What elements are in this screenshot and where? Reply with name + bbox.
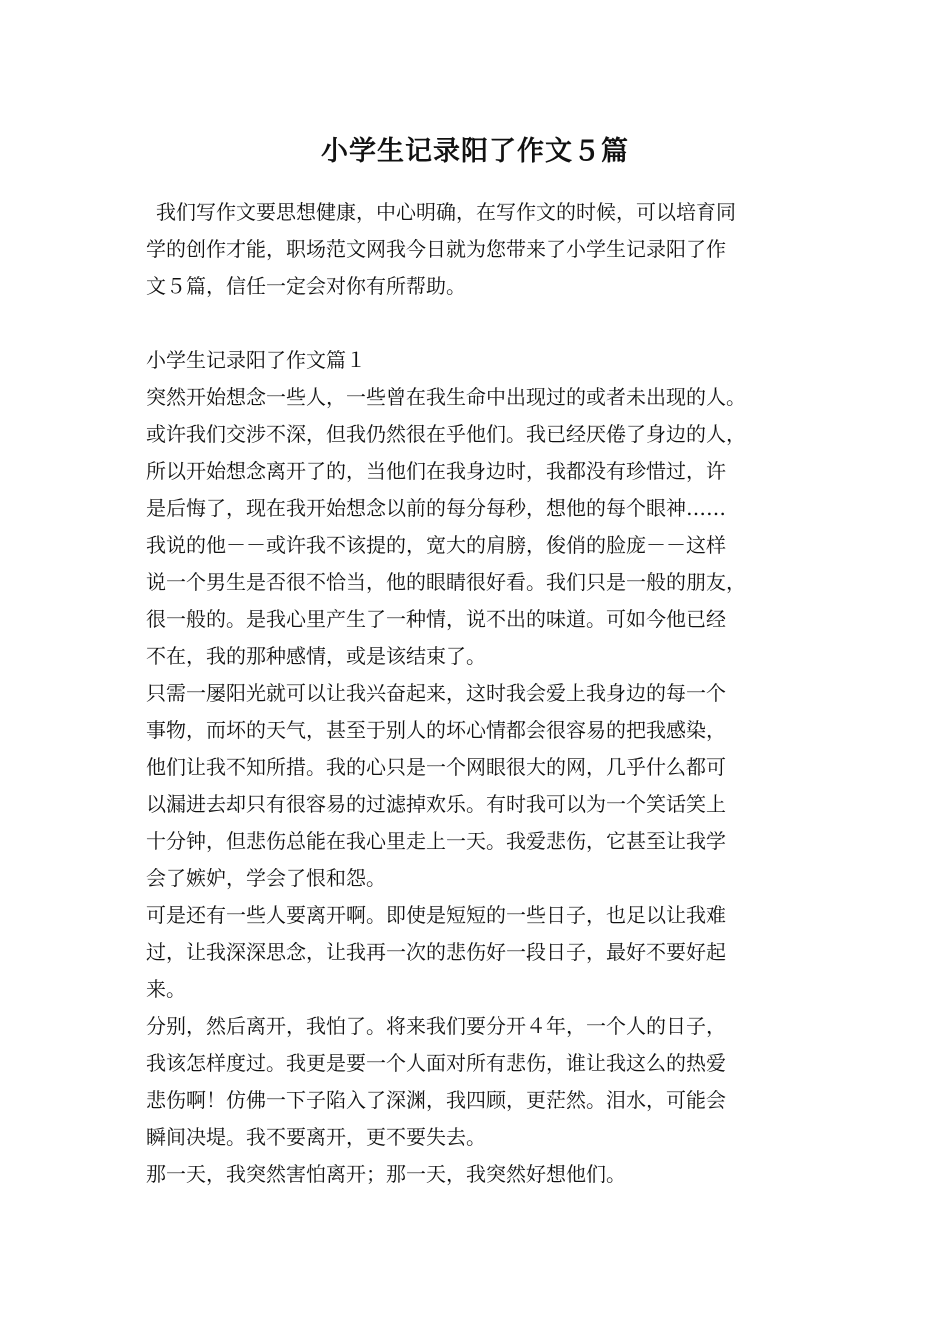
- body-paragraph: [146, 675, 826, 897]
- paragraph-line: 会了嫉妒，学会了恨和怨。: [146, 866, 386, 890]
- paragraph-line: 那一天，我突然害怕离开；那一天，我突然好想他们。: [146, 1162, 626, 1186]
- body-paragraph: [146, 1156, 826, 1193]
- paragraph-line: 以漏进去却只有很容易的过滤掉欢乐。有时我可以为一个笑话笑上: [146, 792, 726, 816]
- body-paragraph: [146, 527, 826, 675]
- paragraph-line: 分别，然后离开，我怕了。将来我们要分开４年，一个人的日子，: [146, 1014, 726, 1038]
- paragraph-line: 我说的他－－或许我不该提的，宽大的肩膀，俊俏的脸庞－－这样: [146, 533, 726, 557]
- body-paragraph: [146, 1008, 826, 1156]
- body-paragraph: [146, 897, 826, 1008]
- paragraph-line: 瞬间决堤。我不要离开，更不要失去。: [146, 1125, 486, 1149]
- paragraph-line: 悲伤啊！仿佛一下子陷入了深渊，我四顾，更茫然。泪水，可能会: [146, 1088, 726, 1112]
- document-body: [146, 194, 826, 1193]
- section-heading-text: 小学生记录阳了作文篇１: [146, 348, 366, 372]
- paragraph-gap: [146, 305, 826, 342]
- intro-paragraph: [146, 194, 826, 305]
- paragraph-line: 他们让我不知所措。我的心只是一个网眼很大的网，几乎什么都可: [146, 755, 726, 779]
- document-title: 小学生记录阳了作文５篇: [321, 136, 629, 167]
- paragraph-line: 或许我们交涉不深，但我仍然很在乎他们。我已经厌倦了身边的人，: [146, 422, 746, 446]
- section-heading: [146, 342, 826, 379]
- paragraph-line: 是后悔了，现在我开始想念以前的每分每秒，想他的每个眼神……: [146, 496, 726, 520]
- intro-line: 学的创作才能，职场范文网我今日就为您带来了小学生记录阳了作: [146, 237, 726, 261]
- paragraph-line: 来。: [146, 977, 186, 1001]
- paragraph-line: 我该怎样度过。我更是要一个人面对所有悲伤，谁让我这么的热爱: [146, 1051, 726, 1075]
- paragraph-line: 十分钟，但悲伤总能在我心里走上一天。我爱悲伤，它甚至让我学: [146, 829, 726, 853]
- paragraph-line: 很一般的。是我心里产生了一种情，说不出的味道。可如今他已经: [146, 607, 726, 631]
- paragraph-line: 所以开始想念离开了的，当他们在我身边时，我都没有珍惜过，许: [146, 459, 726, 483]
- paragraph-line: 过，让我深深思念，让我再一次的悲伤好一段日子，最好不要好起: [146, 940, 726, 964]
- paragraph-line: 事物，而坏的天气，甚至于别人的坏心情都会很容易的把我感染，: [146, 718, 726, 742]
- paragraph-line: 说一个男生是否很不恰当，他的眼睛很好看。我们只是一般的朋友，: [146, 570, 746, 594]
- intro-line: 文５篇，信任一定会对你有所帮助。: [146, 274, 466, 298]
- intro-line: 我们写作文要思想健康，中心明确，在写作文的时候，可以培育同: [156, 200, 736, 224]
- paragraph-line: 突然开始想念一些人，一些曾在我生命中出现过的或者未出现的人。: [146, 385, 746, 409]
- body-paragraph: [146, 379, 826, 527]
- paragraph-line: 不在，我的那种感情，或是该结束了。: [146, 644, 486, 668]
- paragraph-line: 可是还有一些人要离开啊。即使是短短的一些日子，也足以让我难: [146, 903, 726, 927]
- paragraph-line: 只需一屡阳光就可以让我兴奋起来，这时我会爱上我身边的每一个: [146, 681, 726, 705]
